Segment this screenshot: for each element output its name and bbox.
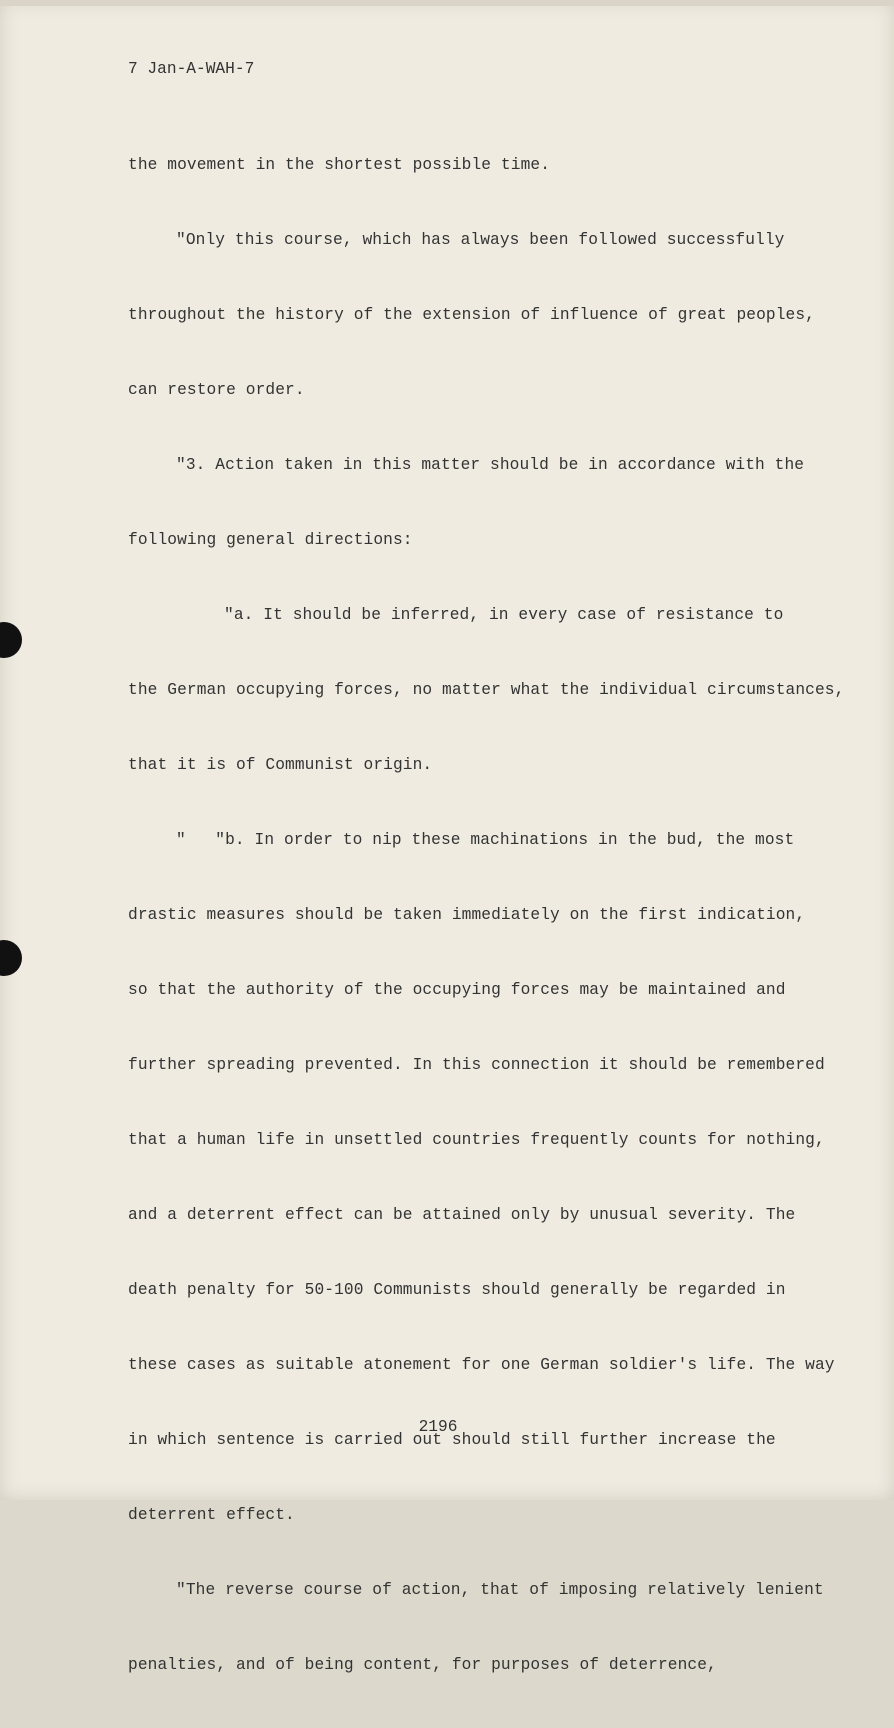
text-line: the movement in the shortest possible time. (128, 156, 551, 174)
text-line: " "b. In order to nip these machinations in the bud, the most (176, 831, 795, 849)
document-body (128, 117, 848, 1728)
punch-hole-lower (0, 940, 22, 976)
text-line: "a. It should be inferred, in every case of resistance to (224, 606, 784, 624)
punch-hole-upper (0, 622, 22, 658)
text-line: that a human life in unsettled countries frequently counts for nothing, (128, 1131, 825, 1149)
text-line: following general directions: (128, 531, 413, 549)
text-line: "Only this course, which has always been followed successfully (176, 231, 785, 249)
text-line: further spreading prevented. In this connection it should be remembered (128, 1056, 825, 1074)
text-line: so that the authority of the occupying forces may be maintained and (128, 981, 786, 999)
text-line: deterrent effect. (128, 1506, 295, 1524)
page-number: 2196 (418, 1418, 458, 1436)
text-line: "3. Action taken in this matter should be in accordance with the (176, 456, 805, 474)
document-reference: 7 Jan-A-WAH-7 (128, 60, 255, 78)
text-line: death penalty for 50-100 Communists should generally be regarded in (128, 1281, 786, 1299)
text-line: "The reverse course of action, that of imposing relatively lenient (176, 1581, 824, 1599)
text-line: drastic measures should be taken immediately on the first indication, (128, 906, 806, 924)
text-line: these cases as suitable atonement for one German soldier's life. The way (128, 1356, 835, 1374)
page-edge (0, 0, 894, 6)
text-line: the German occupying forces, no matter what the individual circumstances, (128, 681, 845, 699)
text-line: throughout the history of the extension of influence of great peoples, (128, 306, 815, 324)
text-line: that it is of Communist origin. (128, 756, 433, 774)
text-line: in which sentence is carried out should still further increase the (128, 1431, 776, 1449)
text-line: penalties, and of being content, for purposes of deterrence, (128, 1656, 717, 1674)
text-line: and a deterrent effect can be attained only by unusual severity. The (128, 1206, 796, 1224)
text-line: can restore order. (128, 381, 305, 399)
